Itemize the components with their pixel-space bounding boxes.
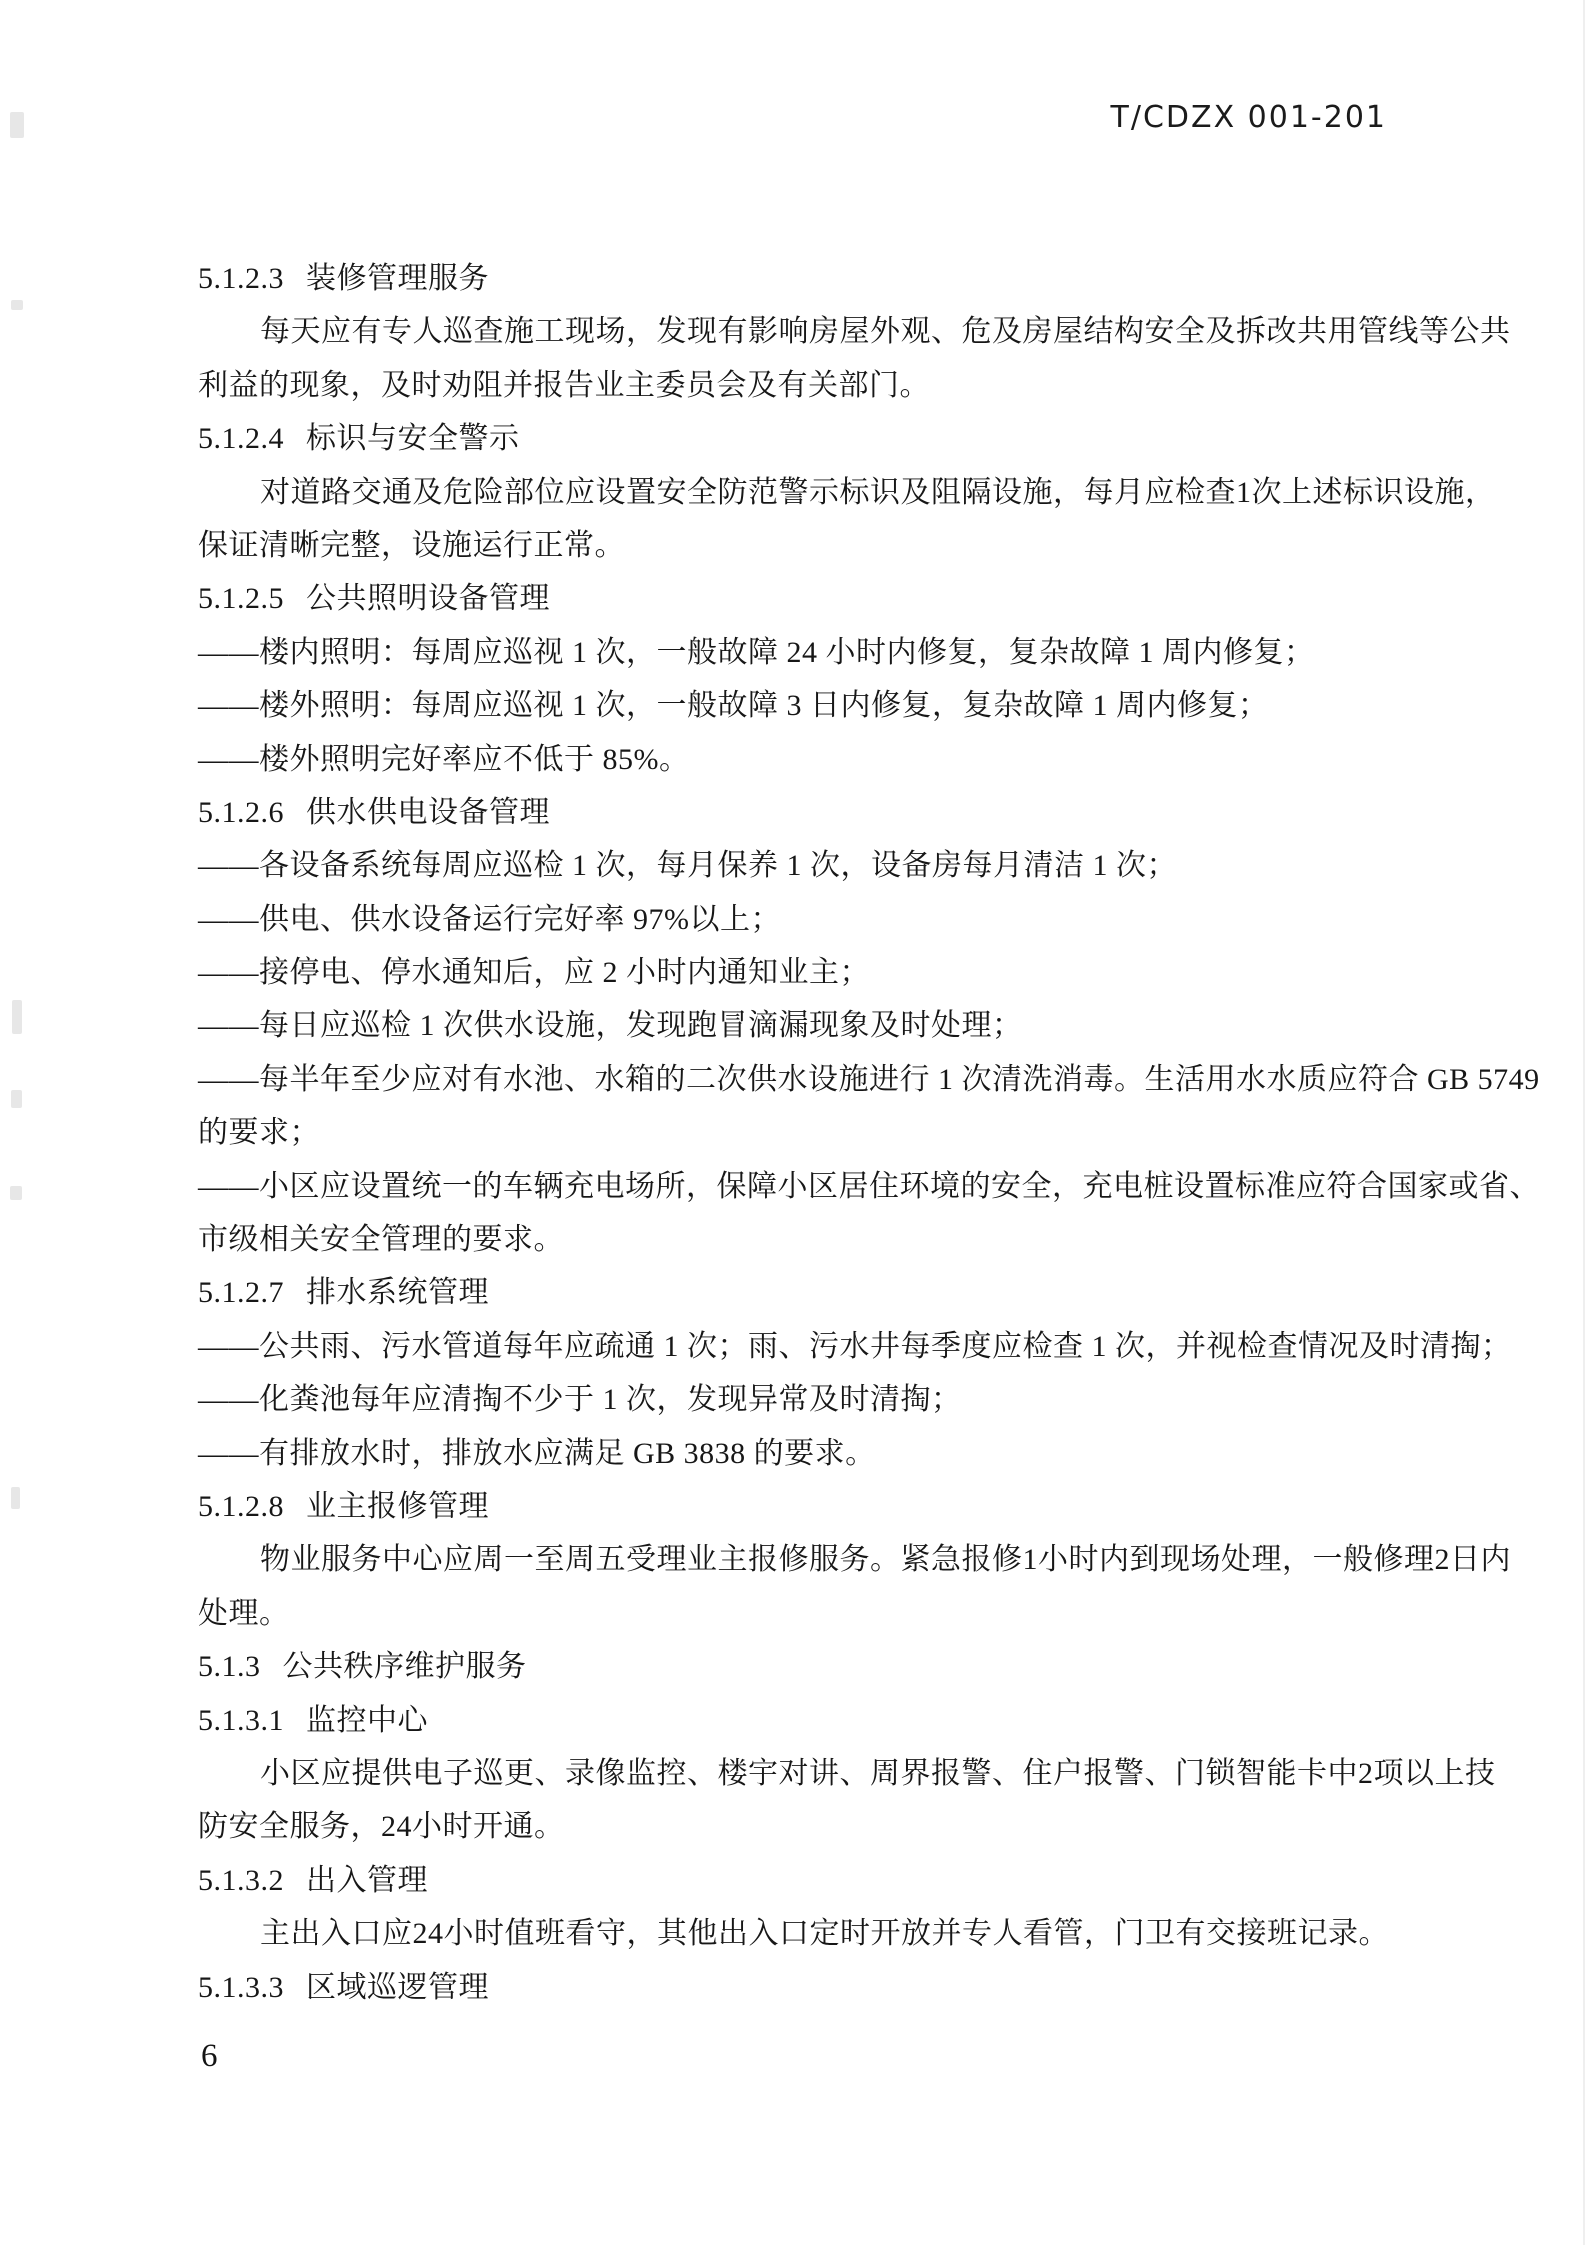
dash-list-item: ——小区应设置统一的车辆充电场所，保障小区居住环境的安全，充电桩设置标准应符合国家或省、 [198,1169,1540,1203]
section-title: 装修管理服务 [306,262,489,295]
section-number: 5.1.2.4 [198,422,284,456]
scan-artifact-mark [10,112,24,138]
paragraph-line: 处理。 [198,1596,290,1630]
section-title: 监控中心 [306,1703,428,1737]
paragraph-line: 小区应提供电子巡更、录像监控、楼宇对讲、周界报警、住户报警、门锁智能卡中2项以上技 [260,1756,1496,1790]
dash-list-item: ——化粪池每年应清掏不少于 1 次，发现异常及时清掏； [198,1383,962,1417]
section-title: 区域巡逻管理 [306,1970,489,2004]
section-number: 5.1.2.6 [198,795,284,829]
section-title: 标识与安全警示 [306,422,520,456]
dash-list-item: ——有排放水时，排放水应满足 GB 3838 的要求。 [198,1436,876,1470]
section-number: 5.1.2.3 [198,262,284,295]
paragraph-line: 物业服务中心应周一至周五受理业主报修服务。紧急报修1小时内到现场处理，一般修理2日内 [260,1543,1511,1577]
section-heading-513 [198,1640,1460,1693]
scan-artifact-mark [12,1000,22,1034]
paragraph-line: 保证清晰完整，设施运行正常。 [198,528,625,562]
dash-list-item: ——每日应巡检 1 次供水设施，发现跑冒滴漏现象及时处理； [198,1009,1023,1043]
section-title: 排水系统管理 [306,1276,489,1310]
section-number: 5.1.2.7 [198,1276,284,1310]
section-heading-5132 [198,1854,1460,1907]
section-number: 5.1.3.1 [198,1703,284,1737]
dash-list-item: ——接停电、停水通知后，应 2 小时内通知业主； [198,956,870,990]
paragraph-line: 对道路交通及危险部位应设置安全防范警示标识及阻隔设施，每月应检查1次上述标识设施， [260,475,1496,509]
section-number: 5.1.3 [198,1650,261,1684]
section-heading-5131 [198,1694,1460,1747]
paragraph-line: 主出入口应24小时值班看守，其他出入口定时开放并专人看管，门卫有交接班记录。 [260,1917,1389,1951]
section-title: 公共照明设备管理 [306,582,550,616]
scan-artifact-mark [11,300,23,310]
section-heading-5125 [198,572,1460,625]
scan-artifact-mark [11,1090,22,1108]
section-heading-5128 [198,1480,1460,1533]
scan-artifact-mark [11,1487,20,1509]
paragraph-line: 防安全服务，24小时开通。 [198,1810,565,1844]
document-code: T/CDZX 001-201 [1110,100,1387,135]
section-heading-5127 [198,1266,1460,1319]
section-title: 供水供电设备管理 [306,795,550,829]
section-title: 出入管理 [306,1863,428,1897]
paragraph-line: 每天应有专人巡查施工现场，发现有影响房屋外观、危及房屋结构安全及拆改共用管线等公共 [260,315,1511,349]
paragraph-line: 市级相关安全管理的要求。 [198,1223,564,1257]
section-number: 5.1.3.3 [198,1970,284,2004]
dash-list-item: ——楼内照明：每周应巡视 1 次，一般故障 24 小时内修复，复杂故障 1 周内修复； [198,635,1315,669]
paragraph-line: 利益的现象，及时劝阻并报告业主委员会及有关部门。 [198,368,930,402]
dash-list-item: ——楼外照明：每周应巡视 1 次，一般故障 3 日内修复，复杂故障 1 周内修复； [198,689,1269,723]
section-number: 5.1.2.8 [198,1489,284,1523]
dash-list-item: ——供电、供水设备运行完好率 97%以上； [198,902,781,936]
dash-list-item: ——公共雨、污水管道每年应疏通 1 次；雨、污水井每季度应检查 1 次，并视检查情况及时清掏； [198,1329,1512,1363]
section-heading-5123 [198,252,1460,305]
scan-artifact-mark [10,1186,22,1200]
section-title: 业主报修管理 [306,1489,489,1523]
scan-edge-line [1583,0,1585,2245]
dash-list-item: ——各设备系统每周应巡检 1 次，每月保养 1 次，设备房每月清洁 1 次； [198,849,1177,883]
section-number: 5.1.2.5 [198,582,284,616]
section-heading-5124 [198,412,1460,465]
section-heading-5133 [198,1961,1460,2014]
dash-list-item: ——每半年至少应对有水池、水箱的二次供水设施进行 1 次清洗消毒。生活用水水质应符合 GB 5749 [198,1062,1540,1096]
section-number: 5.1.3.2 [198,1863,284,1897]
section-heading-5126 [198,786,1460,839]
section-title: 公共秩序维护服务 [282,1650,527,1684]
paragraph-line: 的要求； [198,1116,320,1150]
document-body [198,252,1540,2014]
dash-list-item: ——楼外照明完好率应不低于 85%。 [198,742,690,776]
page-number: 6 [201,2038,218,2074]
